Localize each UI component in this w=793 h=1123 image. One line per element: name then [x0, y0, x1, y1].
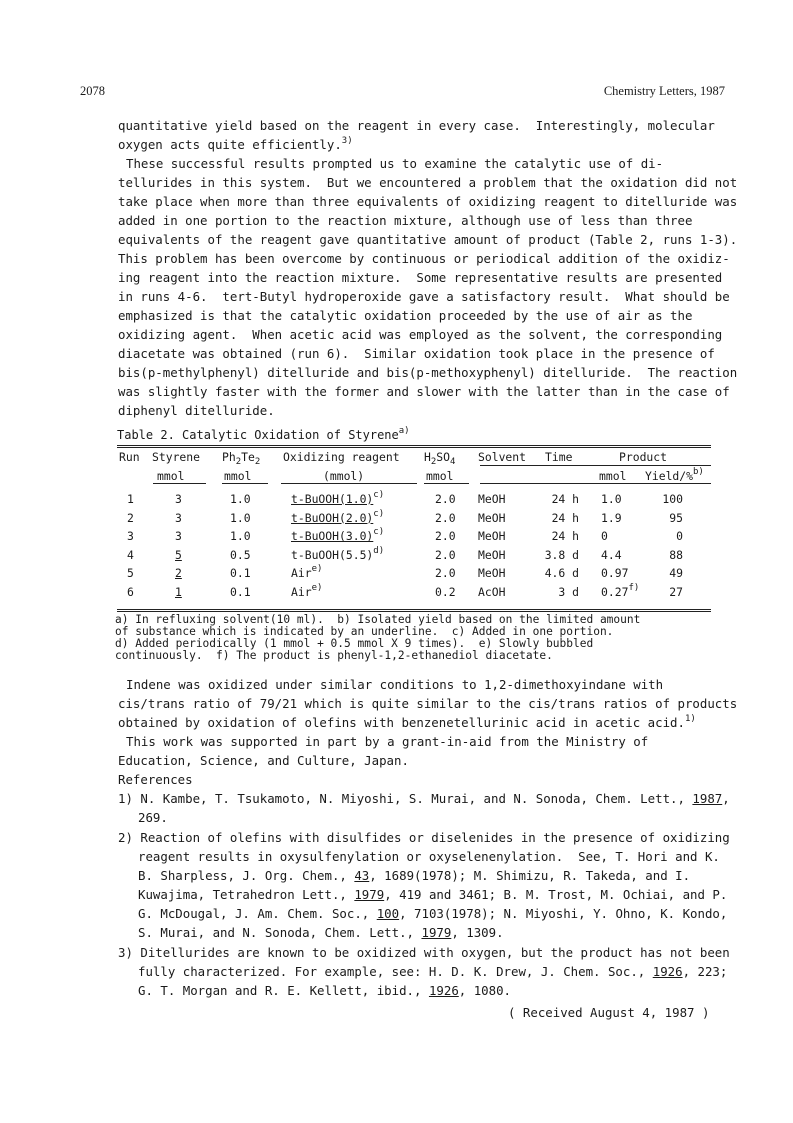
reference-item-cont: S. Murai, and N. Sonoda, Chem. Lett., 1979, 1309.	[138, 925, 504, 940]
text-line: in runs 4-6. tert-Butyl hydroperoxide gave a satisfactory result. What should be	[118, 289, 730, 304]
cell-reagent: $t-BuOOH(1.0)^{c)}$	[291, 490, 385, 506]
text-line: quantitative yield based on the reagent in every case. Interestingly, molecular	[118, 118, 715, 133]
text-line: diphenyl ditelluride.	[118, 403, 275, 418]
cell-yield: 0	[676, 529, 683, 544]
text-line: Education, Science, and Culture, Japan.	[118, 753, 409, 768]
table-row	[117, 492, 717, 510]
table-footnote: of substance which is indicated by an underline. c) Added in one portion.	[115, 625, 614, 638]
text-line: equivalents of the reagent gave quantitative amount of product (Table 2, runs 1-3).	[118, 232, 738, 247]
table-row	[117, 585, 717, 603]
reference-item: 1) N. Kambe, T. Tsukamoto, N. Miyoshi, S. Murai, and N. Sonoda, Chem. Lett., 1987,	[118, 791, 730, 806]
cell-h2so4: 2.0	[435, 566, 456, 581]
col-h2so4: $H_2SO_4$	[424, 450, 456, 467]
cell-mmol: 0	[601, 529, 608, 544]
cell-ph2te2: 1.0	[230, 510, 251, 525]
cell-ph2te2: 0.5	[230, 547, 251, 562]
text-line: take place when more than three equivalents of oxidizing reagent to ditelluride was	[118, 194, 738, 209]
reference-item-cont: 269.	[138, 810, 168, 825]
cell-styrene: 5	[175, 547, 182, 562]
text-line: ing reagent into the reaction mixture. Some representative results are presented	[118, 270, 723, 285]
cell-h2so4: 2.0	[435, 492, 456, 506]
table-row	[117, 508, 717, 529]
cell-yield: 49	[669, 566, 683, 581]
cell-ph2te2: 1.0	[230, 492, 251, 506]
text-line: These successful results prompted us to examine the catalytic use of di-	[126, 156, 664, 171]
text-line: was slightly faster with the former and slower with the latter than in the case of	[118, 384, 730, 399]
cell-solvent: AcOH	[478, 585, 506, 599]
text-line: obtained by oxidation of olefins with benzenetellurinic acid in acetic acid.$^{1)}$	[118, 714, 696, 730]
cell-mmol: 0.97	[601, 566, 629, 581]
text-line: bis(p-methylphenyl) ditelluride and bis(p-methoxyphenyl) ditelluride. The reaction	[118, 365, 738, 380]
unit-styrene: mmol	[157, 469, 185, 483]
cell-time: 24 h	[551, 529, 579, 544]
text-line: This problem has been overcome by continuous or periodical addition of the oxidiz-	[118, 251, 730, 266]
cell-run: 2	[127, 510, 134, 525]
table-caption: Table 2. Catalytic Oxidation of Styrene$^{a)}$	[117, 426, 410, 442]
cell-yield: 27	[669, 585, 683, 599]
cell-h2so4: 2.0	[435, 510, 456, 525]
col-solvent: Solvent	[478, 450, 527, 464]
cell-ph2te2: 0.1	[230, 585, 251, 599]
reference-mark: 1)	[684, 714, 696, 724]
cell-time: 3.8 d	[544, 547, 579, 562]
cell-h2so4: 0.2	[435, 585, 456, 599]
cell-styrene: 2	[175, 566, 182, 581]
col-reagent: Oxidizing reagent	[283, 450, 400, 464]
cell-time: 4.6 d	[544, 566, 579, 581]
col-styrene: Styrene	[152, 450, 201, 464]
cell-mmol: 4.4	[601, 547, 622, 562]
cell-mmol: 0.27$^{f)}$	[601, 583, 640, 599]
cell-reagent: $t-BuOOH(3.0)^{c)}$	[291, 527, 385, 544]
table-row	[117, 545, 717, 566]
cell-ph2te2: 0.1	[230, 566, 251, 581]
col-run: Run	[119, 450, 140, 464]
table-footnote: d) Added periodically (1 mmol + 0.5 mmol X 9 times). e) Slowly bubbled	[115, 637, 594, 650]
page-header	[80, 84, 725, 100]
cell-styrene: 3	[175, 529, 182, 544]
reference-item-cont: Kuwajima, Tetrahedron Lett., 1979, 419 and 3461; B. M. Trost, M. Ochiai, and P.	[138, 887, 728, 902]
references-heading: References	[118, 772, 193, 787]
cell-mmol: 1.0	[601, 492, 622, 506]
cell-solvent: MeOH	[478, 510, 506, 525]
unit-reagent: (mmol)	[323, 469, 365, 483]
reference-item-cont: G. McDougal, J. Am. Chem. Soc., 100, 7103(1978); N. Miyoshi, Y. Ohno, K. Kondo,	[138, 906, 728, 921]
cell-reagent: Air$^{e)}$	[291, 583, 323, 599]
text-line: oxygen acts quite efficiently.$^{3)}$	[118, 136, 353, 152]
cell-h2so4: 2.0	[435, 529, 456, 544]
cell-yield: 100	[662, 492, 683, 506]
cell-styrene: 3	[175, 510, 182, 525]
cell-yield: 88	[669, 547, 683, 562]
cell-styrene: 1	[175, 585, 182, 599]
col-product: Product	[619, 450, 668, 464]
received-date: ( Received August 4, 1987 )	[508, 1005, 710, 1020]
unit-ph2te2: mmol	[224, 469, 252, 483]
cell-time: 24 h	[551, 510, 579, 525]
reference-item: 2) Reaction of olefins with disulfides or diselenides in the presence of oxidizing	[118, 830, 730, 845]
reference-item-cont: fully characterized. For example, see: H. D. K. Drew, J. Chem. Soc., 1926, 223;	[138, 964, 728, 979]
page-number: 2078	[80, 84, 105, 98]
cell-mmol: 1.9	[601, 510, 622, 525]
text-line: emphasized is that the catalytic oxidation proceeded by the use of air as the	[118, 308, 693, 323]
text-line: cis/trans ratio of 79/21 which is quite similar to the cis/trans ratios of products	[118, 696, 738, 711]
cell-solvent: MeOH	[478, 529, 506, 544]
cell-run: 6	[127, 585, 134, 599]
reference-item-cont: G. T. Morgan and R. E. Kellett, ibid., 1926, 1080.	[138, 983, 511, 998]
table-footnote: a) In refluxing solvent(10 ml). b) Isolated yield based on the limited amount	[115, 613, 641, 626]
cell-ph2te2: 1.0	[230, 529, 251, 544]
col-time: Time	[545, 450, 573, 464]
table-footnote: continuously. f) The product is phenyl-1,2-ethanediol diacetate.	[115, 649, 553, 662]
cell-solvent: MeOH	[478, 492, 506, 506]
text-line: This work was supported in part by a grant-in-aid from the Ministry of	[126, 734, 649, 749]
cell-reagent: $t-BuOOH(5.5)^{d)}$	[291, 545, 385, 562]
cell-reagent: $t-BuOOH(2.0)^{c)}$	[291, 508, 385, 525]
unit-h2so4: mmol	[426, 469, 454, 483]
unit-yield: Yield/%$^{b)}$	[645, 467, 704, 483]
text-line: oxidizing agent. When acetic acid was employed as the solvent, the corresponding	[118, 327, 723, 342]
cell-time: 24 h	[551, 492, 579, 506]
cell-run: 1	[127, 492, 134, 506]
text-line: tellurides in this system. But we encountered a problem that the oxidation did not	[118, 175, 738, 190]
table-header	[117, 450, 717, 490]
journal-name: Chemistry Letters, 1987	[603, 84, 725, 98]
reference-item: 3) Ditellurides are known to be oxidized with oxygen, but the product has not been	[118, 945, 730, 960]
cell-h2so4: 2.0	[435, 547, 456, 562]
text-line: diacetate was obtained (run 6). Similar oxidation took place in the presence of	[118, 346, 715, 361]
table-row	[117, 566, 717, 584]
col-ph2te2: $Ph_2Te_2$	[222, 450, 261, 467]
cell-time: 3 d	[558, 585, 579, 599]
text-line: added in one portion to the reaction mixture, although use of less than three	[118, 213, 693, 228]
cell-run: 5	[127, 566, 134, 581]
table-row	[117, 529, 717, 547]
unit-product-mmol: mmol	[599, 469, 627, 483]
cell-run: 4	[127, 547, 134, 562]
reference-mark: 3)	[341, 136, 353, 146]
text-line: Indene was oxidized under similar conditions to 1,2-dimethoxyindane with	[126, 677, 664, 692]
cell-styrene: 3	[175, 492, 182, 506]
table-body	[117, 492, 717, 604]
cell-solvent: MeOH	[478, 547, 506, 562]
cell-yield: 95	[669, 510, 683, 525]
reference-item-cont: B. Sharpless, J. Org. Chem., 43, 1689(1978); M. Shimizu, R. Takeda, and I.	[138, 868, 691, 883]
cell-solvent: MeOH	[478, 566, 506, 581]
reference-item-cont: reagent results in oxysulfenylation or oxyselenenylation. See, T. Hori and K.	[138, 849, 720, 864]
cell-reagent: Air$^{e)}$	[291, 564, 323, 581]
cell-run: 3	[127, 529, 134, 544]
